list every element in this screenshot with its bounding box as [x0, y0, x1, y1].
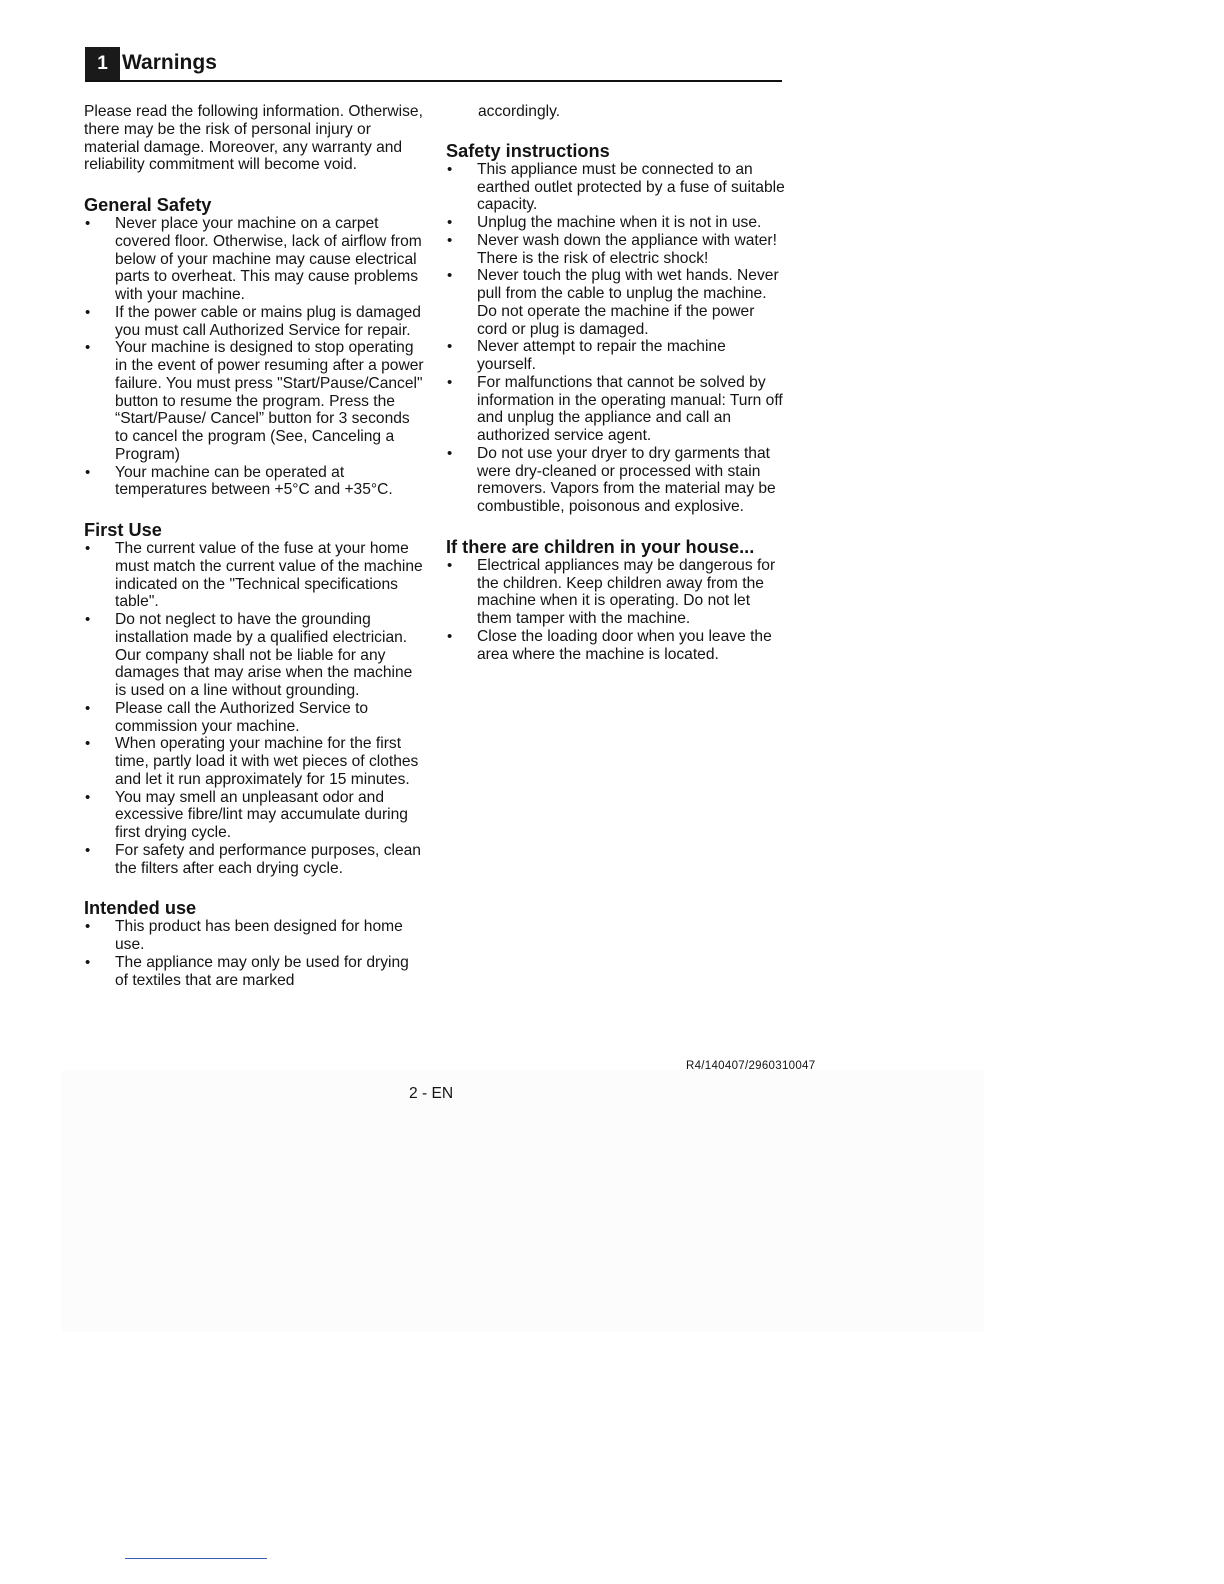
safety-instructions-heading: Safety instructions: [446, 140, 610, 161]
list-item: • The appliance may only be used for drying of textiles that are marked: [84, 954, 424, 990]
children-list: [446, 557, 786, 664]
list-item: • Never attempt to repair the machine yourself.: [446, 338, 786, 374]
list-item: • Close the loading door when you leave the area where the machine is located.: [446, 628, 786, 664]
document-code: R4/140407/2960310047: [686, 1060, 816, 1072]
general-safety-list: [84, 215, 424, 499]
intro-paragraph: Please read the following information. Otherwise, there may be the risk of personal injury or material damage. Moreover, any warranty and reliability commitment will become void.: [84, 103, 423, 174]
list-item: • Never place your machine on a carpet covered floor. Otherwise, lack of airflow from below of your machine may cause electrical parts to overheat. This may cause problems with your machine.: [84, 215, 424, 304]
safety-instructions-list: [446, 161, 786, 516]
list-item: • The current value of the fuse at your home must match the current value of the machine indicated on the "Technical specifications table".: [84, 540, 424, 611]
intended-use-list: [84, 918, 424, 989]
scan-shading: [62, 1070, 984, 1332]
list-item: • Do not neglect to have the grounding installation made by a qualified electrician. Our company shall not be liable for any damages that may arise when the machine is used on a line without grounding.: [84, 611, 424, 700]
list-item: • Your machine is designed to stop operating in the event of power resuming after a power failure. You must press "Start/Pause/Cancel" button to resume the program. Press the “Start/Pause/ Cancel” button for 3 seconds to cancel the program (See, Canceling a Program): [84, 339, 424, 463]
first-use-heading: First Use: [84, 520, 162, 540]
left-column: [84, 103, 424, 989]
list-item: • Never touch the plug with wet hands. Never pull from the cable to unplug the machine. Do not operate the machine if the power cord or plug is damaged.: [446, 267, 786, 338]
footer-divider: [125, 1558, 267, 1559]
list-item: • For malfunctions that cannot be solved by information in the operating manual: Turn off and unplug the appliance and call an authorized service agent.: [446, 374, 786, 445]
first-use-list: [84, 540, 424, 877]
general-safety-heading: General Safety: [84, 195, 212, 215]
list-item: • This appliance must be connected to an earthed outlet protected by a fuse of suitable capacity.: [446, 161, 786, 214]
list-item: • Never wash down the appliance with water! There is the risk of electric shock!: [446, 232, 786, 268]
list-item: • Please call the Authorized Service to commission your machine.: [84, 700, 424, 736]
list-item: • This product has been designed for home use.: [84, 918, 424, 954]
chapter-number-badge: 1: [85, 47, 120, 80]
right-column: [446, 103, 786, 663]
children-heading: If there are children in your house...: [446, 536, 755, 557]
list-item: • When operating your machine for the first time, partly load it with wet pieces of clothes and let it run approximately for 15 minutes.: [84, 735, 424, 788]
list-item: • Your machine can be operated at temperatures between +5°C and +35°C.: [84, 464, 424, 500]
list-item: • You may smell an unpleasant odor and excessive fibre/lint may accumulate during first drying cycle.: [84, 789, 424, 842]
list-item: • Unplug the machine when it is not in use.: [446, 214, 786, 232]
list-item: • Electrical appliances may be dangerous for the children. Keep children away from the machine when it is operating. Do not let them tamper with the machine.: [446, 557, 786, 628]
page-title: Warnings: [122, 51, 217, 74]
list-item: • Do not use your dryer to dry garments that were dry-cleaned or processed with stain removers. Vapors from the material may be combustible, poisonous and explosive.: [446, 445, 786, 516]
intended-use-heading: Intended use: [84, 898, 197, 919]
page-number: 2 - EN: [409, 1085, 454, 1102]
list-item: • For safety and performance purposes, clean the filters after each drying cycle.: [84, 842, 424, 878]
section-header: [85, 45, 782, 82]
list-item: • If the power cable or mains plug is damaged you must call Authorized Service for repair.: [84, 304, 424, 340]
continued-text: accordingly.: [478, 103, 561, 120]
